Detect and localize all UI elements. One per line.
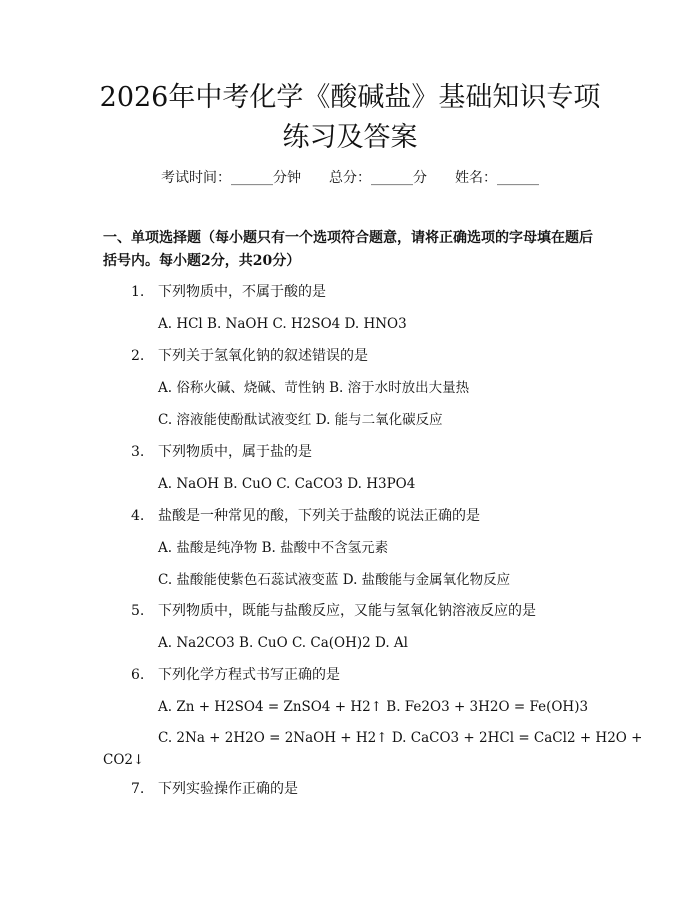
question-stem: 下列物质中，属于盐的是 [158,444,312,460]
question-6-options-line-2: C. 2Na + 2H2O = 2NaOH + H2↑ D. CaCO3 + 2HCl = CaCl2 + H2O + [158,730,643,746]
question-stem: 下列实验操作正确的是 [158,781,298,797]
question-7 [131,779,298,799]
section-heading-single-choice: 一、单项选择题（每小题只有一个选项符合题意，请将正确选项的字母填在题后括号内。每小题2分，共20分） [103,230,593,269]
student-name-field: 姓名：______ [455,170,539,186]
question-number: 2. [131,348,145,364]
exam-time-field: 考试时间：______分钟 [161,170,301,186]
question-3 [131,442,312,462]
question-3-options-line-1: A. NaOH B. CuO C. CaCO3 D. H3PO4 [158,476,416,492]
total-score-field: 总分：______分 [329,170,427,186]
question-number: 3. [131,444,145,460]
question-5 [131,601,536,621]
question-number: 6. [131,667,145,683]
question-stem: 下列物质中，不属于酸的是 [158,284,326,300]
question-1-options-line-1: A. HCl B. NaOH C. H2SO4 D. HNO3 [158,316,407,332]
question-2 [131,346,368,366]
question-2-options-line-2: C. 溶液能使酚酞试液变红 D. 能与二氧化碳反应 [158,412,443,428]
question-6-options-wrap: CO2↓ [103,752,145,768]
question-number: 7. [131,781,145,797]
question-stem: 盐酸是一种常见的酸，下列关于盐酸的说法正确的是 [158,508,480,524]
question-number: 5. [131,603,145,619]
question-stem: 下列物质中，既能与盐酸反应，又能与氢氧化钠溶液反应的是 [158,603,536,619]
question-6 [131,665,340,685]
question-5-options-line-1: A. Na2CO3 B. CuO C. Ca(OH)2 D. Al [158,635,409,651]
question-6-options-line-1: A. Zn + H2SO4 = ZnSO4 + H2↑ B. Fe2O3 + 3H2O = Fe(OH)3 [158,699,589,715]
question-stem: 下列化学方程式书写正确的是 [158,667,340,683]
page-title: 2026年中考化学《酸碱盐》基础知识专项练习及答案 [99,82,601,153]
exam-info-line [0,168,700,188]
question-2-options-line-1: A. 俗称火碱、烧碱、苛性钠 B. 溶于水时放出大量热 [158,380,470,396]
question-4 [131,506,480,526]
question-4-options-line-1: A. 盐酸是纯净物 B. 盐酸中不含氢元素 [158,540,389,556]
question-4-options-line-2: C. 盐酸能使紫色石蕊试液变蓝 D. 盐酸能与金属氧化物反应 [158,572,511,588]
question-number: 1. [131,284,145,300]
question-1 [131,282,326,302]
question-number: 4. [131,508,145,524]
question-stem: 下列关于氢氧化钠的叙述错误的是 [158,348,368,364]
